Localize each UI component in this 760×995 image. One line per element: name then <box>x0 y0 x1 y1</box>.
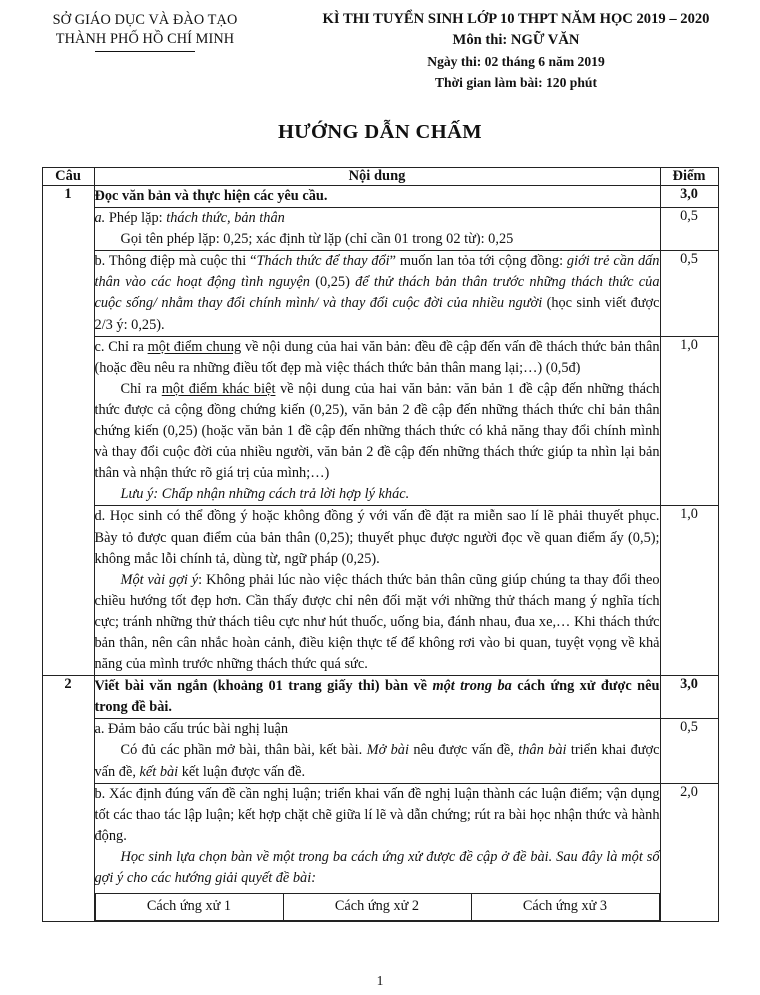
q1c-score: 1,0 <box>660 336 718 506</box>
approach-option-3: Cách ứng xử 3 <box>471 894 659 921</box>
table-row <box>42 336 718 506</box>
q2a-seg1: Có đủ các phần mở bài, thân bài, kết bài. <box>120 742 367 759</box>
grading-guide-table <box>42 167 719 922</box>
q1c-seg1: c. Chỉ ra <box>94 338 148 355</box>
q1d-content-cell <box>94 506 660 676</box>
q1d-paragraph-2 <box>95 570 660 675</box>
approach-header-row <box>95 894 659 921</box>
q1c-seg4: về nội dung của hai văn bản: văn bản 1 đề cập đến những thách thức được cả cộng đồng chứng kiến (0,25), văn bản 2 đề cập đến những thách thức chỉ bản thân chứng kiến (0,25) (hoặc văn bản 1 đề cập đến những thách thức có khả năng thay đổi chính mình và thay đổi cuộc đời của nhiều người, văn bản 2 đề cập đến những thách thức giúp ta nhìn lại bản thân và nhận thức rõ giá trị của mình;…) <box>94 380 660 482</box>
q2b-note-italic: Học sinh lựa chọn bàn về một trong ba cách ứng xử được đề cập ở đề bài. Sau đây là một số gợi ý cho các hướng giải quyết đề bài: <box>94 848 660 886</box>
q1c-paragraph-1 <box>95 337 660 379</box>
table-row <box>42 719 718 783</box>
exam-subject: Môn thi: NGỮ VĂN <box>452 32 580 48</box>
q2b-paragraph-2 <box>95 847 660 889</box>
q1b-paragraph <box>95 251 660 335</box>
q2-heading-text <box>95 676 660 718</box>
q1d-paragraph-1: d. Học sinh có thể đồng ý hoặc không đồng ý với vấn đề đặt ra miễn sao lí lẽ phải thuyết phục. Bày tỏ được quan điểm của bản thân (0,25); thuyết phục được người đọc về quan điểm ấy (0,5); không mắc lỗi chính tả, dùng từ, ngữ pháp (0,25). <box>94 508 660 567</box>
exam-info-block <box>278 9 748 93</box>
q2a-seg3: triển khai được vấn đề, <box>94 742 660 780</box>
table-row <box>42 251 718 336</box>
q1c-content-cell <box>94 336 660 506</box>
q2-heading-cell <box>94 676 660 719</box>
q1c-note-italic: Lưu ý: Chấp nhận những cách trả lời hợp lý khác. <box>120 486 410 503</box>
q2b-paragraph-1: b. Xác định đúng vấn đề cần nghị luận; triển khai vấn đề nghị luận thành các luận điểm; vận dụng tốt các thao tác lập luận; kết hợp chặt chẽ giữa lí lẽ và dẫn chứng; rút ra bài học nhận thức và hành động. <box>94 785 660 844</box>
page-number: 1 <box>376 973 384 988</box>
q1b-seg5-italic: để thử thách bản thân trước những thách thức của cuộc sống/ nhằm thay đổi chính mình/ và thay đổi cuộc đời của nhiều người <box>94 274 660 312</box>
q1c-seg3: Chỉ ra <box>120 380 162 397</box>
q2a-score: 0,5 <box>660 719 718 783</box>
q1a-line1-italic: thách thức, bản thân <box>166 210 285 227</box>
q1c-difference-underline: một điểm khác biệt <box>161 380 276 397</box>
q1-heading-text: Đọc văn bản và thực hiện các yêu cầu. <box>94 188 328 204</box>
q1b-seg2: ” muốn lan tỏa tới cộng đồng: <box>389 253 567 270</box>
department-name: SỞ GIÁO DỤC VÀ ĐÀO TẠO <box>52 12 238 28</box>
q1a-line1-text: Phép lặp: <box>105 210 167 227</box>
q1c-paragraph-2 <box>95 379 660 484</box>
q2a-seg4: kết luận được vấn đề. <box>178 763 306 780</box>
q1d-suggestion-text: : Không phải lúc nào việc thách thức bản thân cũng giúp chúng ta thay đổi theo chiều hướng tốt đẹp hơn. Cần thấy được chỉ nên đối mặt với những thử thách mang ý nghĩa tích cực; tránh những thử thách tiêu cực như hút thuốc, uống bia, đánh nhau, đua xe,… Khi thách thức bản thân, nên cân nhắc hoàn cảnh, điều kiện thực tế để không rơi vào bi quan, tuyệt vọng về khả năng của mình trước những thách thức quá sức. <box>94 571 660 673</box>
q1-heading-cell <box>94 186 660 208</box>
q2a-opening-italic: Mở bài <box>366 742 409 759</box>
table-row <box>42 186 718 208</box>
question-number-1: 1 <box>42 186 94 676</box>
q1a-content-cell <box>94 208 660 251</box>
page-title: HƯỚNG DẪN CHẤM <box>277 121 483 143</box>
q1b-score: 0,5 <box>660 251 718 336</box>
q1b-contest-title: Thách thức để thay đổi <box>256 253 390 270</box>
column-header-content: Nội dung <box>94 168 660 186</box>
approach-options-table <box>95 893 660 921</box>
q1d-score: 1,0 <box>660 506 718 676</box>
q1a-line2: Gọi tên phép lặp: 0,25; xác định từ lặp (chỉ cần 01 trong 02 từ): 0,25 <box>120 231 514 248</box>
q1-heading-score: 3,0 <box>660 186 718 208</box>
question-number-2: 2 <box>42 676 94 922</box>
exam-name: KÌ THI TUYỂN SINH LỚP 10 THPT NĂM HỌC 2019 – 2020 <box>322 11 710 27</box>
q2a-closing-italic: kết bài <box>139 763 179 780</box>
q2b-content-cell <box>94 783 660 922</box>
q1b-seg1: b. Thông điệp mà cuộc thi “ <box>94 253 257 270</box>
table-row <box>42 208 718 251</box>
q1a-label: a. <box>94 210 106 227</box>
table-row <box>42 676 718 719</box>
document-header <box>0 0 760 93</box>
q1b-seg4: (0,25) <box>309 274 356 291</box>
city-name: THÀNH PHỐ HỒ CHÍ MINH <box>55 31 235 47</box>
q1c-common-point-underline: một điểm chung <box>147 338 242 355</box>
q1c-seg2: về nội dung của hai văn bản: đều đề cập đến vấn đề thách thức bản thân (hoặc đều nêu ra những điều tốt đẹp mà việc thách thức bản thân mang lại;…) (0,5đ) <box>94 338 660 376</box>
column-header-score: Điểm <box>660 168 718 186</box>
table-row <box>42 783 718 922</box>
q2b-score: 2,0 <box>660 783 718 922</box>
q2a-body-italic: thân bài <box>518 742 567 759</box>
exam-date: Ngày thi: 02 tháng 6 năm 2019 <box>427 54 605 69</box>
approach-option-1: Cách ứng xử 1 <box>95 894 283 921</box>
city-name-wrapper <box>12 30 278 49</box>
q2a-seg2: nêu được vấn đề, <box>408 742 519 759</box>
q2-heading-score: 3,0 <box>660 676 718 719</box>
q1a-score: 0,5 <box>660 208 718 251</box>
table-row <box>42 506 718 676</box>
q2a-line2 <box>95 740 660 782</box>
q1b-seg3-italic: giới trẻ cần dấn thân vào các hoạt động tình nguyện <box>94 253 660 291</box>
q1a-line1 <box>95 208 660 229</box>
exam-duration: Thời gian làm bài: 120 phút <box>434 75 597 90</box>
q1d-suggestion-label: Một vài gợi ý <box>120 571 199 588</box>
q2a-line1: a. Đảm bảo cấu trúc bài nghị luận <box>94 721 289 738</box>
q2-heading-seg1: Viết bài văn ngắn (khoảng 01 trang giấy thi) bàn về <box>94 678 433 695</box>
q1b-content-cell <box>94 251 660 336</box>
table-header-row <box>42 168 718 186</box>
column-header-question: Câu <box>42 168 94 186</box>
q2-heading-seg2: cách ứng xử được nêu trong đề bài. <box>94 678 660 716</box>
q1c-note <box>95 484 660 505</box>
approach-option-2: Cách ứng xử 2 <box>283 894 471 921</box>
q1b-seg6: (học sinh viết được 2/3 ý: 0,25). <box>94 295 660 333</box>
q2-heading-italic: một trong ba <box>432 678 512 695</box>
q2a-content-cell <box>94 719 660 783</box>
issuing-authority-block <box>12 9 278 49</box>
